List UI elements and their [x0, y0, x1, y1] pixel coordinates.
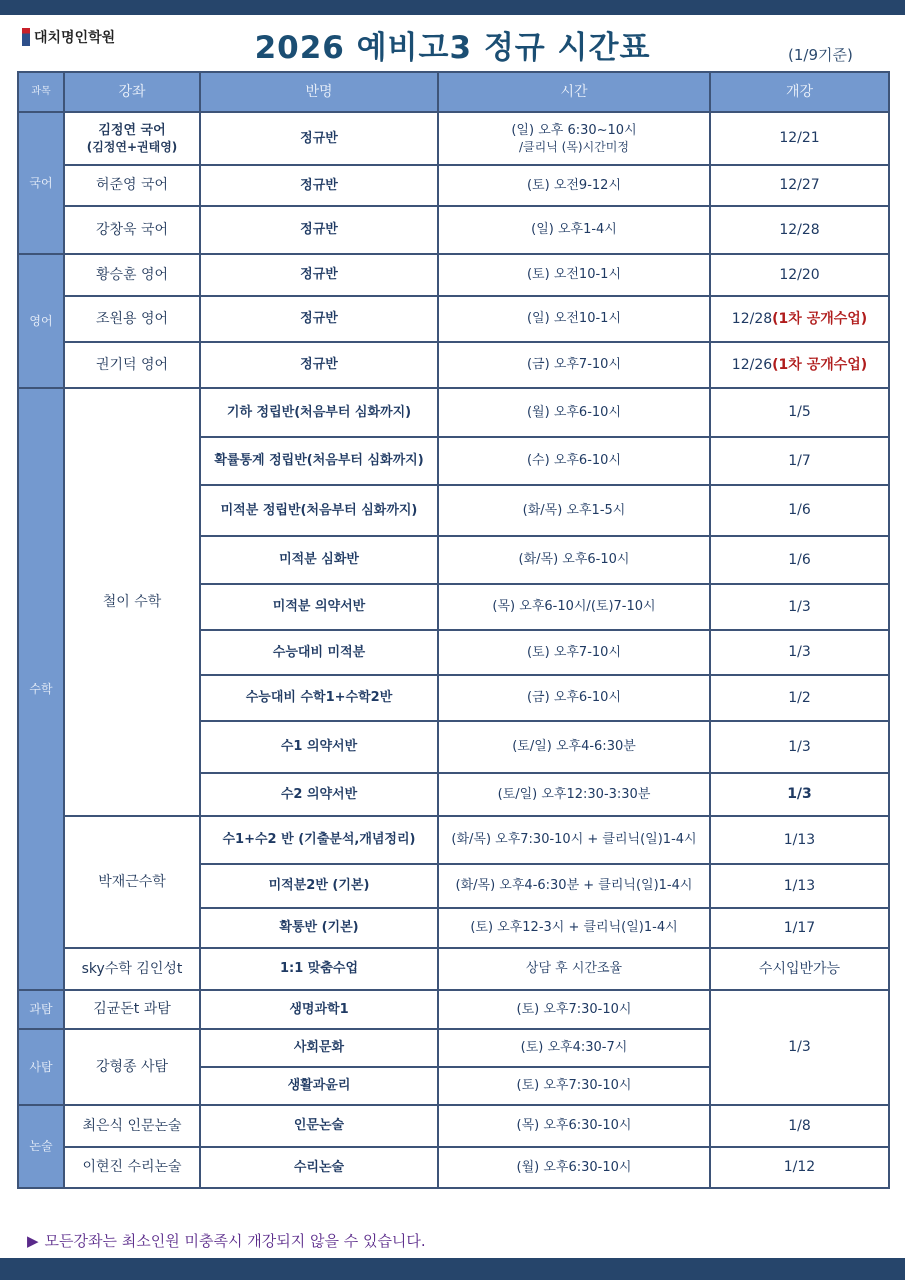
course-name: 최은식 인문논술	[82, 1117, 182, 1134]
table-row	[18, 1147, 889, 1188]
class-name: 정규반	[300, 177, 338, 193]
course-cell	[64, 1147, 200, 1188]
time-text: (토) 오후7:30-10시	[516, 1078, 632, 1094]
start-cell	[710, 584, 889, 630]
class-name: 정규반	[300, 357, 338, 373]
time-cell	[438, 437, 710, 485]
start-cell	[710, 1147, 889, 1188]
time-cell	[438, 584, 710, 630]
course-name: 허준영 국어	[95, 177, 169, 194]
class-name: 미적분 정립반(처음부터 심화까지)	[220, 502, 418, 518]
time-cell	[438, 773, 710, 816]
start-cell	[710, 948, 889, 990]
start-date: 12/28	[731, 310, 773, 327]
class-cell	[200, 864, 438, 908]
time-cell	[438, 342, 710, 388]
class-name: 정규반	[300, 222, 338, 238]
start-date: 1/13	[783, 877, 816, 894]
start-cell	[710, 342, 889, 388]
start-date: 1/17	[783, 919, 816, 936]
open-class-note: (1차 공개수업)	[772, 356, 868, 373]
course-name: 강창욱 국어	[95, 221, 169, 238]
time-text: (화/목) 오후7:30-10시 + 클리닉(일)1-4시	[451, 832, 697, 848]
class-cell	[200, 342, 438, 388]
course-cell	[64, 1105, 200, 1147]
subject-cell	[18, 1105, 64, 1188]
class-name: 수2 의약서반	[280, 786, 358, 802]
class-cell	[200, 630, 438, 675]
table-row	[18, 254, 889, 296]
start-cell	[710, 675, 889, 721]
table-row	[18, 206, 889, 254]
course-cell	[64, 296, 200, 342]
class-cell	[200, 908, 438, 948]
start-date: 12/21	[779, 130, 820, 147]
course-cell	[64, 388, 200, 816]
course-cell	[64, 112, 200, 165]
class-cell	[200, 437, 438, 485]
class-cell	[200, 1147, 438, 1188]
top-bar	[0, 0, 905, 15]
class-name: 확률통계 정립반(처음부터 심화까지)	[214, 453, 424, 469]
logo-text: 대치명인학원	[34, 30, 116, 46]
start-cell	[710, 388, 889, 437]
subject-label: 과탐	[29, 1002, 53, 1017]
course-sub: (김정연+권태영)	[86, 140, 178, 155]
subject-cell	[18, 990, 64, 1029]
subject-label: 논술	[29, 1139, 53, 1154]
time-text: (토) 오후4:30-7시	[520, 1040, 628, 1056]
subject-label: 사탐	[29, 1059, 53, 1074]
start-date: 12/26	[731, 356, 773, 373]
time-cell	[438, 254, 710, 296]
table-header-row	[18, 72, 889, 112]
course-cell	[64, 165, 200, 206]
class-name: 미적분 심화반	[279, 552, 359, 568]
footer-text: 모든강좌는 최소인원 미충족시 개강되지 않을 수 있습니다.	[44, 1232, 426, 1250]
start-date: 1/7	[788, 452, 811, 469]
subject-cell	[18, 112, 64, 254]
time-text: (토/일) 오후12:30-3:30분	[497, 786, 651, 802]
time-cell	[438, 112, 710, 165]
time-cell	[438, 1105, 710, 1147]
time-cell	[438, 485, 710, 536]
class-name: 기하 정립반(처음부터 심화까지)	[226, 404, 412, 420]
timetable	[17, 71, 890, 1189]
subject-label: 수학	[29, 681, 53, 696]
time-cell	[438, 864, 710, 908]
time-text: (토) 오후7-10시	[526, 644, 621, 660]
time-sub: /클리닉 (목)시간미정	[519, 140, 629, 155]
class-cell	[200, 1029, 438, 1067]
course-name: 김균돈t 과탐	[93, 1001, 171, 1018]
class-cell	[200, 1067, 438, 1105]
table-row	[18, 342, 889, 388]
start-date: 1/3	[788, 598, 811, 615]
start-cell	[710, 536, 889, 584]
col-course: 강좌	[64, 72, 200, 112]
class-cell	[200, 948, 438, 990]
time-text: (월) 오후6-10시	[526, 404, 621, 420]
course-cell	[64, 342, 200, 388]
course-cell	[64, 948, 200, 990]
start-date: 1/3	[788, 738, 811, 755]
time-text: (토) 오전10-1시	[526, 267, 621, 283]
time-text: (일) 오후1-4시	[531, 222, 617, 238]
time-cell	[438, 536, 710, 584]
time-cell	[438, 1029, 710, 1067]
start-cell	[710, 816, 889, 864]
subject-cell	[18, 388, 64, 990]
class-name: 생명과학1	[289, 1001, 349, 1017]
time-cell	[438, 948, 710, 990]
time-text: (월) 오후6:30-10시	[516, 1159, 632, 1175]
start-date: 1/12	[783, 1159, 816, 1176]
time-text: (화/목) 오후1-5시	[522, 502, 626, 518]
time-text: (화/목) 오후6-10시	[518, 552, 630, 568]
time-cell	[438, 206, 710, 254]
time-text: (수) 오후6-10시	[526, 453, 621, 469]
table-row	[18, 816, 889, 864]
page-title: 2026 예비고3 정규 시간표	[254, 30, 651, 66]
class-name: 수능대비 미적분	[272, 644, 366, 660]
start-date: 12/20	[779, 266, 820, 283]
time-cell	[438, 990, 710, 1029]
col-class: 반명	[200, 72, 438, 112]
class-name: 생활과윤리	[287, 1078, 351, 1094]
class-cell	[200, 206, 438, 254]
class-name: 인문논술	[293, 1118, 345, 1134]
start-cell	[710, 721, 889, 773]
start-date: 1/3	[787, 786, 812, 803]
time-cell	[438, 1147, 710, 1188]
class-cell	[200, 485, 438, 536]
class-cell	[200, 536, 438, 584]
time-text: (금) 오후6-10시	[526, 690, 621, 706]
table-row	[18, 112, 889, 165]
class-name: 미적분2반 (기본)	[268, 878, 370, 894]
open-class-note: (1차 공개수업)	[772, 310, 868, 327]
course-cell	[64, 1029, 200, 1105]
class-cell	[200, 1105, 438, 1147]
time-text: 상담 후 시간조율	[525, 961, 623, 977]
start-date: 1/3	[788, 1039, 811, 1056]
footer-notice	[27, 1230, 426, 1251]
time-cell	[438, 630, 710, 675]
table-row	[18, 990, 889, 1029]
start-cell	[710, 254, 889, 296]
class-cell	[200, 584, 438, 630]
subject-label: 영어	[29, 313, 53, 328]
start-cell	[710, 206, 889, 254]
start-cell	[710, 165, 889, 206]
course-name: 김정연 국어	[98, 122, 166, 138]
start-cell	[710, 864, 889, 908]
class-cell	[200, 112, 438, 165]
class-cell	[200, 675, 438, 721]
table-row	[18, 296, 889, 342]
time-text: (일) 오후 6:30~10시	[511, 122, 637, 138]
class-name: 정규반	[300, 130, 338, 146]
col-subject: 과목	[18, 72, 64, 112]
class-name: 수1 의약서반	[280, 739, 358, 755]
class-name: 정규반	[300, 311, 338, 327]
class-name: 정규반	[300, 267, 338, 283]
class-cell	[200, 388, 438, 437]
class-cell	[200, 816, 438, 864]
start-cell	[710, 485, 889, 536]
course-name: 이현진 수리논술	[82, 1159, 182, 1176]
course-name: 철이 수학	[102, 593, 162, 610]
course-name: 강형종 사탐	[95, 1058, 169, 1075]
start-date: 1/5	[788, 404, 811, 421]
time-text: (금) 오후7-10시	[526, 357, 621, 373]
start-date: 1/3	[788, 644, 811, 661]
course-cell	[64, 206, 200, 254]
class-name: 수1+수2 반 (기출분석,개념정리)	[222, 832, 416, 848]
start-cell	[710, 630, 889, 675]
subject-label: 국어	[29, 175, 53, 190]
course-name: 조원용 영어	[95, 310, 169, 327]
time-cell	[438, 388, 710, 437]
start-date: 1/8	[788, 1117, 811, 1134]
start-cell	[710, 908, 889, 948]
time-text: (목) 오후6:30-10시	[516, 1118, 632, 1134]
class-cell	[200, 773, 438, 816]
start-date: 1/6	[788, 551, 811, 568]
start-date: 1/6	[788, 502, 811, 519]
start-date: 1/2	[788, 689, 811, 706]
time-text: (목) 오후6-10시/(토)7-10시	[492, 599, 656, 615]
table-row	[18, 948, 889, 990]
class-cell	[200, 254, 438, 296]
start-cell	[710, 773, 889, 816]
class-name: 1:1 맞춤수업	[279, 961, 359, 977]
course-cell	[64, 254, 200, 296]
start-date: 수시입반가능	[758, 960, 841, 977]
bottom-bar	[0, 1258, 905, 1280]
course-name: 권기덕 영어	[95, 356, 169, 373]
course-name: 박재근수학	[98, 873, 166, 890]
start-cell	[710, 296, 889, 342]
class-name: 미적분 의약서반	[272, 599, 366, 615]
table-row	[18, 1105, 889, 1147]
subject-cell	[18, 254, 64, 388]
start-cell	[710, 1105, 889, 1147]
start-date: 1/13	[783, 831, 816, 848]
col-time: 시간	[438, 72, 710, 112]
class-name: 수리논술	[293, 1159, 345, 1175]
time-text: (토) 오전9-12시	[526, 177, 621, 193]
course-cell	[64, 990, 200, 1029]
class-cell	[200, 165, 438, 206]
start-cell	[710, 112, 889, 165]
course-name: 황승훈 영어	[95, 266, 169, 283]
basis-date: (1/9기준)	[788, 46, 853, 64]
class-name: 확통반 (기본)	[279, 920, 359, 936]
time-text: (토) 오후7:30-10시	[516, 1001, 632, 1017]
time-text: (토) 오후12-3시 + 클리닉(일)1-4시	[470, 920, 678, 936]
table-row	[18, 388, 889, 437]
time-cell	[438, 908, 710, 948]
time-cell	[438, 721, 710, 773]
time-text: (일) 오전10-1시	[526, 311, 621, 327]
time-text: (토/일) 오후4-6:30분	[512, 739, 636, 755]
time-cell	[438, 675, 710, 721]
start-cell	[710, 437, 889, 485]
class-cell	[200, 990, 438, 1029]
course-cell	[64, 816, 200, 948]
col-start: 개강	[710, 72, 889, 112]
subject-cell	[18, 1029, 64, 1105]
table-row	[18, 165, 889, 206]
time-cell	[438, 296, 710, 342]
start-cell	[710, 990, 889, 1105]
course-name: sky수학 김인성t	[81, 960, 183, 977]
class-cell	[200, 721, 438, 773]
class-name: 사회문화	[293, 1040, 345, 1056]
start-date: 12/27	[779, 177, 820, 194]
class-name: 수능대비 수학1+수학2반	[245, 690, 393, 706]
time-text: (화/목) 오후4-6:30분 + 클리닉(일)1-4시	[455, 878, 693, 894]
triangle-icon: ▶	[27, 1232, 39, 1250]
class-cell	[200, 296, 438, 342]
time-cell	[438, 816, 710, 864]
time-cell	[438, 165, 710, 206]
start-date: 12/28	[779, 221, 820, 238]
time-cell	[438, 1067, 710, 1105]
